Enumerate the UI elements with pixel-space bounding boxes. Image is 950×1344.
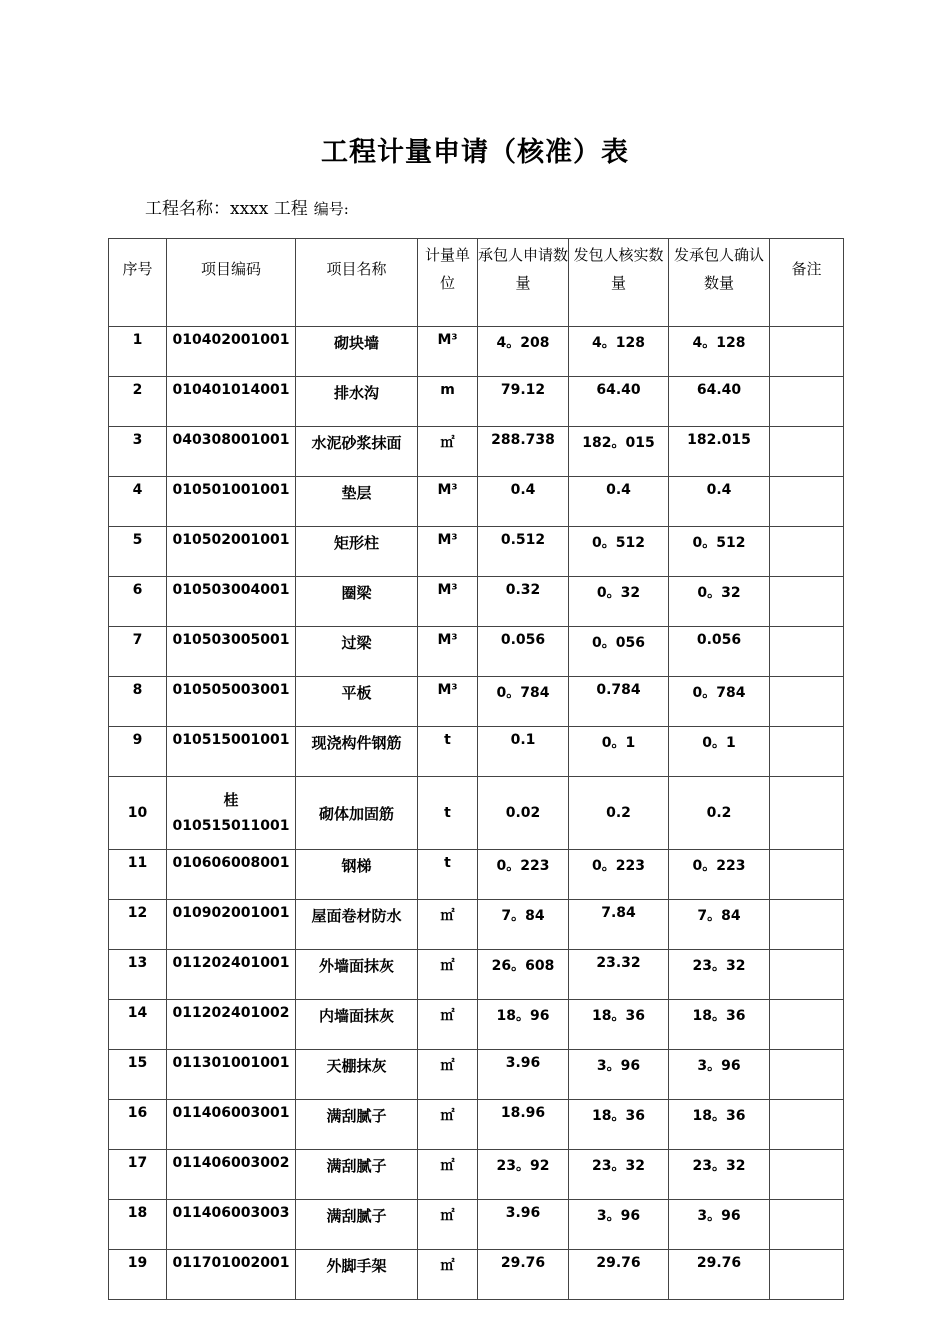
cell-name: 砌体加固筋 xyxy=(296,777,418,850)
cell-code: 011202401002 xyxy=(167,1000,296,1050)
cell-applied-qty: 0.32 xyxy=(478,577,569,627)
cell-seq: 12 xyxy=(109,900,167,950)
cell-confirmed-qty: 3。96 xyxy=(669,1050,770,1100)
cell-remark xyxy=(770,1050,844,1100)
table-row xyxy=(109,577,844,627)
cell-code: 010502001001 xyxy=(167,527,296,577)
cell-name: 水泥砂浆抹面 xyxy=(296,427,418,477)
cell-remark xyxy=(770,900,844,950)
cell-name: 天棚抹灰 xyxy=(296,1050,418,1100)
cell-seq: 13 xyxy=(109,950,167,1000)
cell-verified-qty: 23.32 xyxy=(569,950,669,1000)
cell-unit: t xyxy=(418,777,478,850)
cell-verified-qty: 0.784 xyxy=(569,677,669,727)
cell-unit: M³ xyxy=(418,677,478,727)
cell-name: 屋面卷材防水 xyxy=(296,900,418,950)
cell-verified-qty: 0。32 xyxy=(569,577,669,627)
cell-confirmed-qty: 0.2 xyxy=(669,777,770,850)
cell-remark xyxy=(770,1250,844,1300)
cell-verified-qty: 0.2 xyxy=(569,777,669,850)
cell-remark xyxy=(770,477,844,527)
cell-unit: M³ xyxy=(418,327,478,377)
cell-confirmed-qty: 0。784 xyxy=(669,677,770,727)
cell-verified-qty: 23。32 xyxy=(569,1150,669,1200)
cell-seq: 8 xyxy=(109,677,167,727)
cell-code: 010503004001 xyxy=(167,577,296,627)
cell-confirmed-qty: 0.4 xyxy=(669,477,770,527)
cell-applied-qty: 79.12 xyxy=(478,377,569,427)
cell-remark xyxy=(770,727,844,777)
cell-seq: 16 xyxy=(109,1100,167,1150)
cell-name: 矩形柱 xyxy=(296,527,418,577)
cell-code: 010503005001 xyxy=(167,627,296,677)
cell-applied-qty: 0.4 xyxy=(478,477,569,527)
cell-code: 011406003003 xyxy=(167,1200,296,1250)
cell-remark xyxy=(770,577,844,627)
cell-verified-qty: 3。96 xyxy=(569,1050,669,1100)
cell-unit: ㎡ xyxy=(418,950,478,1000)
cell-applied-qty: 26。608 xyxy=(478,950,569,1000)
project-name-value: xxxx 工程 xyxy=(230,199,308,219)
cell-applied-qty: 0.512 xyxy=(478,527,569,577)
cell-name: 满刮腻子 xyxy=(296,1200,418,1250)
cell-remark xyxy=(770,1150,844,1200)
cell-remark xyxy=(770,1000,844,1050)
header-verified-qty: 发包人核实数量 xyxy=(569,239,669,327)
cell-applied-qty: 29.76 xyxy=(478,1250,569,1300)
table-row xyxy=(109,477,844,527)
cell-remark xyxy=(770,527,844,577)
cell-applied-qty: 3.96 xyxy=(478,1200,569,1250)
cell-name: 平板 xyxy=(296,677,418,727)
cell-verified-qty: 182。015 xyxy=(569,427,669,477)
cell-code: 011202401001 xyxy=(167,950,296,1000)
table-row xyxy=(109,327,844,377)
header-applied-qty: 承包人申请数量 xyxy=(478,239,569,327)
cell-name: 圈梁 xyxy=(296,577,418,627)
cell-applied-qty: 0.056 xyxy=(478,627,569,677)
cell-remark xyxy=(770,777,844,850)
cell-unit: M³ xyxy=(418,577,478,627)
cell-verified-qty: 0。1 xyxy=(569,727,669,777)
cell-applied-qty: 18.96 xyxy=(478,1100,569,1150)
cell-name: 排水沟 xyxy=(296,377,418,427)
cell-unit: ㎡ xyxy=(418,1150,478,1200)
cell-applied-qty: 0。784 xyxy=(478,677,569,727)
cell-applied-qty: 18。96 xyxy=(478,1000,569,1050)
header-remark: 备注 xyxy=(770,239,844,327)
cell-confirmed-qty: 0。32 xyxy=(669,577,770,627)
cell-verified-qty: 29.76 xyxy=(569,1250,669,1300)
cell-seq: 3 xyxy=(109,427,167,477)
cell-remark xyxy=(770,327,844,377)
cell-name: 外墙面抹灰 xyxy=(296,950,418,1000)
cell-remark xyxy=(770,1100,844,1150)
cell-verified-qty: 64.40 xyxy=(569,377,669,427)
cell-confirmed-qty: 7。84 xyxy=(669,900,770,950)
table-row xyxy=(109,777,844,850)
cell-applied-qty: 23。92 xyxy=(478,1150,569,1200)
table-row xyxy=(109,900,844,950)
cell-remark xyxy=(770,627,844,677)
table-row xyxy=(109,1000,844,1050)
cell-verified-qty: 18。36 xyxy=(569,1000,669,1050)
cell-code: 010505003001 xyxy=(167,677,296,727)
cell-unit: M³ xyxy=(418,527,478,577)
project-name-label: 工程名称： xyxy=(145,199,230,219)
cell-name: 砌块墙 xyxy=(296,327,418,377)
table-row xyxy=(109,1250,844,1300)
cell-unit: t xyxy=(418,727,478,777)
cell-confirmed-qty: 0.056 xyxy=(669,627,770,677)
cell-applied-qty: 7。84 xyxy=(478,900,569,950)
cell-unit: ㎡ xyxy=(418,1250,478,1300)
cell-verified-qty: 0.4 xyxy=(569,477,669,527)
cell-seq: 10 xyxy=(109,777,167,850)
cell-unit: ㎡ xyxy=(418,1100,478,1150)
cell-code: 011406003002 xyxy=(167,1150,296,1200)
cell-remark xyxy=(770,377,844,427)
table-row xyxy=(109,850,844,900)
cell-confirmed-qty: 18。36 xyxy=(669,1100,770,1150)
cell-unit: ㎡ xyxy=(418,900,478,950)
cell-seq: 6 xyxy=(109,577,167,627)
cell-confirmed-qty: 0。1 xyxy=(669,727,770,777)
cell-remark xyxy=(770,1200,844,1250)
cell-seq: 15 xyxy=(109,1050,167,1100)
cell-code-prefix: 桂 xyxy=(223,791,239,809)
header-confirmed-qty: 发承包人确认数量 xyxy=(669,239,770,327)
cell-confirmed-qty: 4。128 xyxy=(669,327,770,377)
table-row xyxy=(109,1200,844,1250)
cell-verified-qty: 3。96 xyxy=(569,1200,669,1250)
project-info xyxy=(145,194,349,219)
cell-applied-qty: 3.96 xyxy=(478,1050,569,1100)
cell-seq: 5 xyxy=(109,527,167,577)
cell-confirmed-qty: 29.76 xyxy=(669,1250,770,1300)
cell-unit: t xyxy=(418,850,478,900)
cell-name: 垫层 xyxy=(296,477,418,527)
cell-unit: ㎡ xyxy=(418,1200,478,1250)
cell-name: 现浇构件钢筋 xyxy=(296,727,418,777)
page-title: 工程计量申请（核准）表 xyxy=(321,137,629,168)
cell-confirmed-qty: 0。223 xyxy=(669,850,770,900)
measurement-table xyxy=(108,238,844,1300)
cell-code: 010501001001 xyxy=(167,477,296,527)
cell-verified-qty: 0。223 xyxy=(569,850,669,900)
cell-verified-qty: 0。512 xyxy=(569,527,669,577)
cell-seq: 17 xyxy=(109,1150,167,1200)
cell-code: 010902001001 xyxy=(167,900,296,950)
cell-confirmed-qty: 64.40 xyxy=(669,377,770,427)
cell-confirmed-qty: 23。32 xyxy=(669,1150,770,1200)
table-row xyxy=(109,950,844,1000)
cell-code: 011406003001 xyxy=(167,1100,296,1150)
cell-seq: 7 xyxy=(109,627,167,677)
cell-remark xyxy=(770,677,844,727)
cell-name: 钢梯 xyxy=(296,850,418,900)
cell-seq: 9 xyxy=(109,727,167,777)
header-code: 项目编码 xyxy=(167,239,296,327)
cell-verified-qty: 7.84 xyxy=(569,900,669,950)
cell-seq: 2 xyxy=(109,377,167,427)
cell-unit: M³ xyxy=(418,627,478,677)
header-seq: 序号 xyxy=(109,239,167,327)
cell-seq: 19 xyxy=(109,1250,167,1300)
cell-applied-qty: 0.02 xyxy=(478,777,569,850)
cell-seq: 1 xyxy=(109,327,167,377)
cell-seq: 18 xyxy=(109,1200,167,1250)
cell-name: 外脚手架 xyxy=(296,1250,418,1300)
cell-code: 010402001001 xyxy=(167,327,296,377)
cell-verified-qty: 18。36 xyxy=(569,1100,669,1150)
cell-unit: ㎡ xyxy=(418,1050,478,1100)
cell-code: 011301001001 xyxy=(167,1050,296,1100)
cell-applied-qty: 4。208 xyxy=(478,327,569,377)
cell-applied-qty: 0。223 xyxy=(478,850,569,900)
table-body xyxy=(109,327,844,1300)
cell-seq: 11 xyxy=(109,850,167,900)
cell-confirmed-qty: 18。36 xyxy=(669,1000,770,1050)
table-row xyxy=(109,427,844,477)
table-row xyxy=(109,527,844,577)
table-row xyxy=(109,677,844,727)
cell-code: 040308001001 xyxy=(167,427,296,477)
table-row xyxy=(109,627,844,677)
table-header-row xyxy=(109,239,844,327)
cell-seq: 14 xyxy=(109,1000,167,1050)
cell-code: 010606008001 xyxy=(167,850,296,900)
cell-verified-qty: 0。056 xyxy=(569,627,669,677)
table-row xyxy=(109,727,844,777)
cell-remark xyxy=(770,427,844,477)
cell-unit: ㎡ xyxy=(418,427,478,477)
cell-name: 过梁 xyxy=(296,627,418,677)
cell-name: 内墙面抹灰 xyxy=(296,1000,418,1050)
cell-code: 011701002001 xyxy=(167,1250,296,1300)
cell-confirmed-qty: 182.015 xyxy=(669,427,770,477)
table-row xyxy=(109,1050,844,1100)
cell-unit: ㎡ xyxy=(418,1000,478,1050)
cell-name: 满刮腻子 xyxy=(296,1100,418,1150)
cell-code-value: 010515011001 xyxy=(172,818,290,834)
cell-confirmed-qty: 3。96 xyxy=(669,1200,770,1250)
cell-code: 010401014001 xyxy=(167,377,296,427)
cell-confirmed-qty: 23。32 xyxy=(669,950,770,1000)
header-name: 项目名称 xyxy=(296,239,418,327)
cell-remark xyxy=(770,850,844,900)
header-unit: 计量单位 xyxy=(418,239,478,327)
cell-name: 满刮腻子 xyxy=(296,1150,418,1200)
cell-verified-qty: 4。128 xyxy=(569,327,669,377)
cell-unit: m xyxy=(418,377,478,427)
cell-code: 010515001001 xyxy=(167,727,296,777)
cell-applied-qty: 0.1 xyxy=(478,727,569,777)
table-row xyxy=(109,1150,844,1200)
cell-confirmed-qty: 0。512 xyxy=(669,527,770,577)
table-row xyxy=(109,1100,844,1150)
cell-seq: 4 xyxy=(109,477,167,527)
cell-applied-qty: 288.738 xyxy=(478,427,569,477)
cell-unit: M³ xyxy=(418,477,478,527)
cell-remark xyxy=(770,950,844,1000)
project-code-label: 编号: xyxy=(313,200,349,218)
cell-code xyxy=(167,777,296,850)
table-row xyxy=(109,377,844,427)
